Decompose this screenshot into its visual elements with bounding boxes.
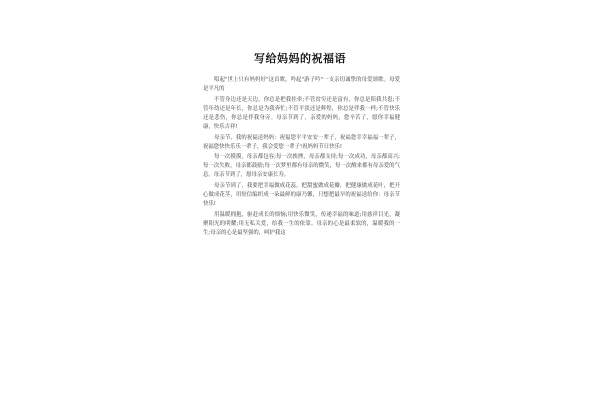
paragraph: 母亲节到了，我要把幸福做成花蕊，把甜蜜做成花瓣，把健康做成花叶，把开心做成花茎，用短信编织成一朵最鲜的康乃馨，只想把最早的祝福送给你：母亲节快乐! [203,183,400,208]
paragraph: 每一次摸摸，母亲都包容;每一次挨挫，母亲都支持;每一次成功，母亲都高兴;每一次失败，母亲都鼓励;每一次梦里都有母亲的微笑，每一次醒来都有母亲爱的气息。母亲节到了，愿母亲安康长寿。 [203,154,400,179]
document-title: 写给妈妈的祝福语 [254,52,346,65]
paragraph: 用温暖拥抱，驱赶成长的烦恼;用快乐微笑，传递幸福的味道;用慈祥目光，凝聚阳光的明耀;用无私关爱，给我一生的依靠。母亲的心是最柔软的，温暖我的一生;母亲的心是最坚强的，呵护我这 [203,211,400,236]
paragraph: 不管身边还是天边，你总是把我挂牵;不管贫穷还是富有，你总是陪我共患;不管年幼还是年长，你总是为我奔忙;不管平淡还是辉煌，你总是伴我一样;不管快乐还是悲伤，你总是伴我身旁。母亲节到了，亲爱的妈妈，您辛苦了，愿你幸福健康，快乐吉祥! [203,96,400,130]
paragraph: 母亲节，我的祝福送妈妈：祝福您平平安安一辈子，祝福您幸幸福福一辈子，祝福您快快乐乐一辈子，我会爱您一辈子!祝妈妈节日快乐! [203,134,400,150]
paragraph: 唱起"世上只有妈妈好"这首歌，吟起"游子吟"一支亲切诚挚的母爱颂歌。母爱是平凡的 [203,77,400,93]
document-body [203,76,400,240]
